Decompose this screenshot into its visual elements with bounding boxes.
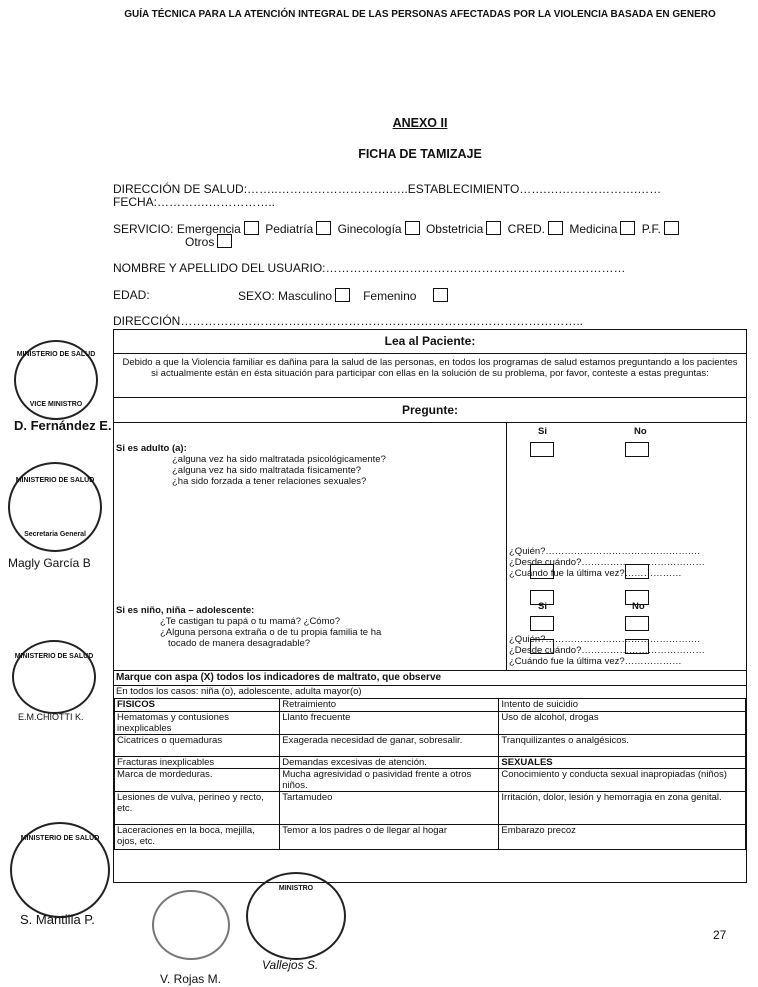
checkbox-cred[interactable] xyxy=(548,221,563,235)
indicator-cell[interactable]: Hematomas y contusiones inexplicables xyxy=(115,712,280,735)
checkbox-pediatria[interactable] xyxy=(316,221,331,235)
direccion-salud-field[interactable]: DIRECCIÓN DE SALUD:……..……………………….…..ESTABLECIMIENTO…….….……………….…… xyxy=(113,182,662,196)
option-cred: CRED. xyxy=(507,222,545,236)
checkbox-obstetricia[interactable] xyxy=(486,221,501,235)
nino-quien-field[interactable]: ¿Quién?…………………………………………. xyxy=(509,634,701,645)
intro-text: Debido a que la Violencia familiar es dañina para la salud de las personas, en todos los programas de salud estamos preguntando a los pacientes si actualmente están en ésta situación para participar con ellas en la solución de su problema, por favor, conteste a estas preguntas: xyxy=(114,354,746,398)
nino-q1-si-box[interactable] xyxy=(530,616,554,631)
edad-label: EDAD: xyxy=(113,288,150,302)
indicator-cell[interactable]: FISICOS xyxy=(115,699,280,712)
indicator-cell[interactable]: Temor a los padres o de llegar al hogar xyxy=(280,825,499,850)
indicator-row xyxy=(115,735,746,757)
indicator-cell[interactable]: Intento de suicidio xyxy=(499,699,746,712)
page-number: 27 xyxy=(713,928,727,942)
signature-chiotti: E.M.CHIOTTI K. xyxy=(18,712,84,722)
indicator-cell[interactable]: Tranquilizantes o analgésicos. xyxy=(499,735,746,757)
option-medicina: Medicina xyxy=(569,222,618,236)
indicator-row xyxy=(115,825,746,850)
adulto-q1-no-box[interactable] xyxy=(625,442,649,457)
checkbox-emergencia[interactable] xyxy=(244,221,259,235)
si-header-adult: Si xyxy=(538,426,547,437)
indicator-row xyxy=(115,712,746,735)
option-obstetricia: Obstetricia xyxy=(425,222,484,236)
nino-question-3: tocado de manera desagradable? xyxy=(168,638,311,649)
annex-title: ANEXO II xyxy=(392,116,448,130)
indicator-row xyxy=(115,792,746,825)
lea-heading: Lea al Paciente: xyxy=(114,330,746,354)
option-otros: Otros xyxy=(185,235,215,249)
indicator-cell[interactable]: Marca de mordeduras. xyxy=(115,769,280,792)
pregunte-heading: Pregunte: xyxy=(114,398,746,423)
ministry-seal: MINISTERIO DE SALUD xyxy=(10,822,110,918)
signature-garcia: Magly García B xyxy=(8,556,91,570)
no-header-adult: No xyxy=(634,426,647,437)
adulto-q1-si-box[interactable] xyxy=(530,442,554,457)
direccion-field[interactable]: DIRECCIÓN……………………………………………………………………………………….. xyxy=(113,314,584,328)
adulto-question-3: ¿ha sido forzada a tener relaciones sexuales? xyxy=(172,476,367,487)
nino-q1-no-box[interactable] xyxy=(625,616,649,631)
indicator-cell[interactable]: Conocimiento y conducta sexual inapropiadas (niños) xyxy=(499,769,746,792)
option-pf: P.F. xyxy=(641,222,661,236)
indicator-cell[interactable]: Fracturas inexplicables xyxy=(115,757,280,769)
indicator-cell[interactable]: Llanto frecuente xyxy=(280,712,499,735)
indicator-cell[interactable]: Exagerada necesidad de ganar, sobresalir. xyxy=(280,735,499,757)
screening-form-box xyxy=(113,329,747,883)
ministry-seal: MINISTRO xyxy=(246,872,346,960)
ministry-seal: MINISTERIO DE SALUD xyxy=(12,640,96,714)
indicator-row xyxy=(115,757,746,769)
sexo-label: SEXO: xyxy=(238,289,275,303)
page-header: GUÍA TÉCNICA PARA LA ATENCIÓN INTEGRAL DE LAS PERSONAS AFECTADAS POR LA VIOLENCIA BASADA EN GENERO xyxy=(124,9,716,20)
option-pediatria: Pediatría xyxy=(265,222,314,236)
checkbox-pf[interactable] xyxy=(664,221,679,235)
indicator-cell[interactable]: Uso de alcohol, drogas xyxy=(499,712,746,735)
faded-seal xyxy=(152,890,230,960)
option-ginecologia: Ginecología xyxy=(337,222,402,236)
nino-heading: Si es niño, niña – adolescente: xyxy=(116,605,255,616)
nino-cuando-field[interactable]: ¿Cuándo fue la última vez?……………… xyxy=(509,656,682,667)
no-header-child: No xyxy=(632,601,645,612)
casos-text: En todos los casos: niña (o), adolescente, adulta mayor(o) xyxy=(116,686,362,697)
signature-vallejos: Vallejos S. xyxy=(262,958,319,972)
otros-row xyxy=(185,234,235,249)
option-masculino: Masculino xyxy=(278,289,333,303)
nino-desde-field[interactable]: ¿Desde cuándo?………………………………… xyxy=(509,645,705,656)
signature-mantilla: S. Mantilla P. xyxy=(20,912,95,927)
adulto-heading: Si es adulto (a): xyxy=(116,443,187,454)
indicator-row xyxy=(115,769,746,792)
checkbox-otros[interactable] xyxy=(217,234,232,248)
nino-question-1: ¿Te castigan tu papá o tu mamá? ¿Cómo? xyxy=(160,616,341,627)
indicator-cell[interactable]: Embarazo precoz xyxy=(499,825,746,850)
option-emergencia: Emergencia xyxy=(176,222,241,236)
signature-fernandez: D. Fernández E. xyxy=(14,418,112,433)
indicator-cell[interactable]: Retraimiento xyxy=(280,699,499,712)
nino-question-2: ¿Alguna persona extraña o de tu propia familia te ha xyxy=(160,627,382,638)
form-title: FICHA DE TAMIZAJE xyxy=(358,147,482,161)
fecha-field[interactable]: FECHA:………….…………….. xyxy=(113,195,276,209)
indicators-table xyxy=(114,698,746,850)
ministry-seal: MINISTERIO DE SALUD VICE MINISTRO xyxy=(14,340,98,420)
indicator-cell[interactable]: Demandas excesivas de atención. xyxy=(280,757,499,769)
checkbox-ginecologia[interactable] xyxy=(405,221,420,235)
questions-area xyxy=(114,423,746,671)
adulto-desde-field[interactable]: ¿Desde cuándo?………………………………… xyxy=(509,557,705,568)
adulto-question-2: ¿alguna vez ha sido maltratada físicamente? xyxy=(172,465,362,476)
option-femenino: Femenino xyxy=(363,289,417,303)
indicator-cell[interactable]: Mucha agresividad o pasividad frente a otros niños. xyxy=(280,769,499,792)
indicator-cell[interactable]: Tartamudeo xyxy=(280,792,499,825)
adulto-cuando-field[interactable]: ¿Cuándo fue la última vez?……………… xyxy=(509,568,682,579)
indicator-cell[interactable]: Irritación, dolor, lesión y hemorragia en zona genital. xyxy=(499,792,746,825)
column-divider xyxy=(506,423,507,670)
checkbox-medicina[interactable] xyxy=(620,221,635,235)
indicator-cell[interactable]: SEXUALES xyxy=(499,757,746,769)
adulto-question-1: ¿alguna vez ha sido maltratada psicológicamente? xyxy=(172,454,386,465)
checkbox-masculino[interactable] xyxy=(335,288,350,302)
ministry-seal: MINISTERIO DE SALUD Secretaria General xyxy=(8,462,102,552)
adulto-quien-field[interactable]: ¿Quién?…………………………………………. xyxy=(509,546,701,557)
si-header-child: Si xyxy=(538,601,547,612)
indicator-cell[interactable]: Cicatrices o quemaduras xyxy=(115,735,280,757)
servicio-label: SERVICIO: xyxy=(113,222,174,236)
nombre-field[interactable]: NOMBRE Y APELLIDO DEL USUARIO:………………………………………………………………… xyxy=(113,261,626,275)
sexo-row xyxy=(238,288,451,303)
marque-instruction: Marque con aspa (X) todos los indicadores de maltrato, que observe xyxy=(114,671,746,686)
checkbox-femenino[interactable] xyxy=(433,288,448,302)
indicator-row xyxy=(115,699,746,712)
indicator-cell[interactable]: Lesiones de vulva, perineo y recto, etc. xyxy=(115,792,280,825)
signature-rojas: V. Rojas M. xyxy=(160,972,221,986)
indicator-cell[interactable]: Laceraciones en la boca, mejilla, ojos, etc. xyxy=(115,825,280,850)
